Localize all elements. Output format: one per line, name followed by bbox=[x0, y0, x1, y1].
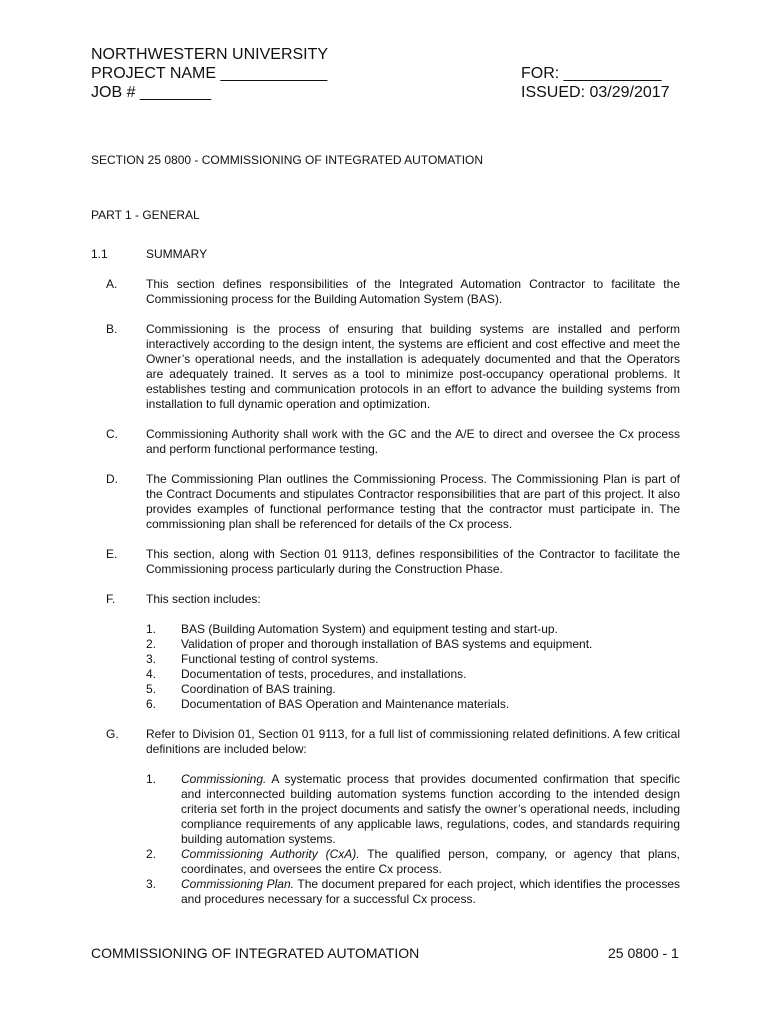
part-heading: PART 1 - GENERAL bbox=[91, 208, 200, 222]
list-text: Coordination of BAS training. bbox=[181, 682, 336, 696]
paragraph-e bbox=[106, 547, 680, 577]
definition-term: Commissioning Plan. bbox=[181, 877, 294, 891]
footer-section-name: COMMISSIONING OF INTEGRATED AUTOMATION bbox=[91, 945, 420, 961]
definition-text: The document prepared for each project, which identifies the processes and procedures necessary for a successful Cx process. bbox=[181, 877, 680, 906]
paragraph-label: E. bbox=[106, 547, 118, 561]
list-item bbox=[146, 637, 680, 652]
list-item bbox=[146, 622, 680, 637]
header-job-number: JOB # ________ bbox=[91, 84, 212, 101]
list-number: 5. bbox=[146, 682, 157, 696]
includes-list bbox=[146, 622, 680, 712]
list-number: 1. bbox=[146, 622, 157, 636]
paragraph-text: The Commissioning Plan outlines the Commissioning Process. The Commissioning Plan is part of the Contract Documents and stipulates Contractor responsibilities that are part of this project. It also provides examples of functional performance testing that the contractor must participate in. The commissioning plan shall be referenced for details of the Cx process. bbox=[146, 472, 680, 531]
paragraph-text: Commissioning Authority shall work with the GC and the A/E to direct and oversee the Cx process and perform functional performance testing. bbox=[146, 427, 680, 456]
paragraph-label: G. bbox=[106, 727, 119, 741]
paragraph-d bbox=[106, 472, 680, 532]
list-item bbox=[146, 697, 680, 712]
list-number: 3. bbox=[146, 652, 157, 666]
definition-item bbox=[146, 877, 680, 907]
list-item bbox=[146, 652, 680, 667]
header-issued-date: ISSUED: 03/29/2017 bbox=[521, 84, 670, 101]
paragraph-text: This section, along with Section 01 9113, defines responsibilities of the Contractor to facilitate the Commissioning process particularly during the Construction Phase. bbox=[146, 547, 680, 576]
definition-term: Commissioning Authority (CxA). bbox=[181, 847, 360, 861]
definition-text: The qualified person, company, or agency that plans, coordinates, and oversees the entire Cx process. bbox=[181, 847, 680, 876]
list-number: 6. bbox=[146, 697, 157, 711]
definition-item bbox=[146, 772, 680, 847]
list-item bbox=[146, 682, 680, 697]
list-number: 3. bbox=[146, 877, 157, 891]
paragraph-b bbox=[106, 322, 680, 412]
list-number: 1. bbox=[146, 772, 157, 786]
list-text: BAS (Building Automation System) and equipment testing and start-up. bbox=[181, 622, 558, 636]
article-number: 1.1 bbox=[91, 247, 108, 261]
list-number: 4. bbox=[146, 667, 157, 681]
paragraph-a bbox=[106, 277, 680, 307]
list-number: 2. bbox=[146, 637, 157, 651]
section-title: SECTION 25 0800 - COMMISSIONING OF INTEGRATED AUTOMATION bbox=[91, 153, 484, 167]
paragraph-text: Commissioning is the process of ensuring that building systems are installed and perform interactively according to the design intent, the systems are efficient and cost effective and meet the Owner’s operational needs, and the installation is adequately documented and that the Operators are adequately trained. It serves as a tool to minimize post-occupancy operational problems. It establishes testing and communication protocols in an effort to advance the building systems from installation to full dynamic operation and optimization. bbox=[146, 322, 680, 411]
header-university: NORTHWESTERN UNIVERSITY bbox=[91, 46, 329, 63]
paragraph-label: C. bbox=[106, 427, 118, 441]
paragraph-label: F. bbox=[106, 592, 116, 606]
definitions-list bbox=[146, 772, 680, 907]
paragraph-label: B. bbox=[106, 322, 118, 336]
definition-item bbox=[146, 847, 680, 877]
list-text: Documentation of tests, procedures, and installations. bbox=[181, 667, 467, 681]
paragraph-label: A. bbox=[106, 277, 118, 291]
header-project-name: PROJECT NAME ____________ bbox=[91, 65, 328, 82]
footer-page-number: 25 0800 - 1 bbox=[608, 945, 679, 961]
list-item bbox=[146, 667, 680, 682]
definition-text: A systematic process that provides documented confirmation that specific and interconnected building automation systems function according to the intended design criteria set forth in the project documents and satisfy the owner’s operational needs, including compliance requirements of any applicable laws, regulations, codes, and standards requiring building automation systems. bbox=[181, 772, 680, 846]
header-for: FOR: ___________ bbox=[521, 65, 662, 82]
paragraph-label: D. bbox=[106, 472, 118, 486]
paragraph-text: Refer to Division 01, Section 01 9113, for a full list of commissioning related definitions. A few critical definitions are included below: bbox=[146, 727, 680, 756]
article-title: SUMMARY bbox=[146, 247, 208, 261]
paragraph-text: This section defines responsibilities of the Integrated Automation Contractor to facilitate the Commissioning process for the Building Automation System (BAS). bbox=[146, 277, 680, 306]
paragraph-f bbox=[106, 592, 680, 607]
definition-term: Commissioning. bbox=[181, 772, 267, 786]
list-text: Documentation of BAS Operation and Maintenance materials. bbox=[181, 697, 510, 711]
paragraph-g bbox=[106, 727, 680, 757]
list-text: Validation of proper and thorough installation of BAS systems and equipment. bbox=[181, 637, 593, 651]
list-number: 2. bbox=[146, 847, 157, 861]
list-text: Functional testing of control systems. bbox=[181, 652, 379, 666]
paragraph-text: This section includes: bbox=[146, 592, 261, 606]
paragraph-c bbox=[106, 427, 680, 457]
